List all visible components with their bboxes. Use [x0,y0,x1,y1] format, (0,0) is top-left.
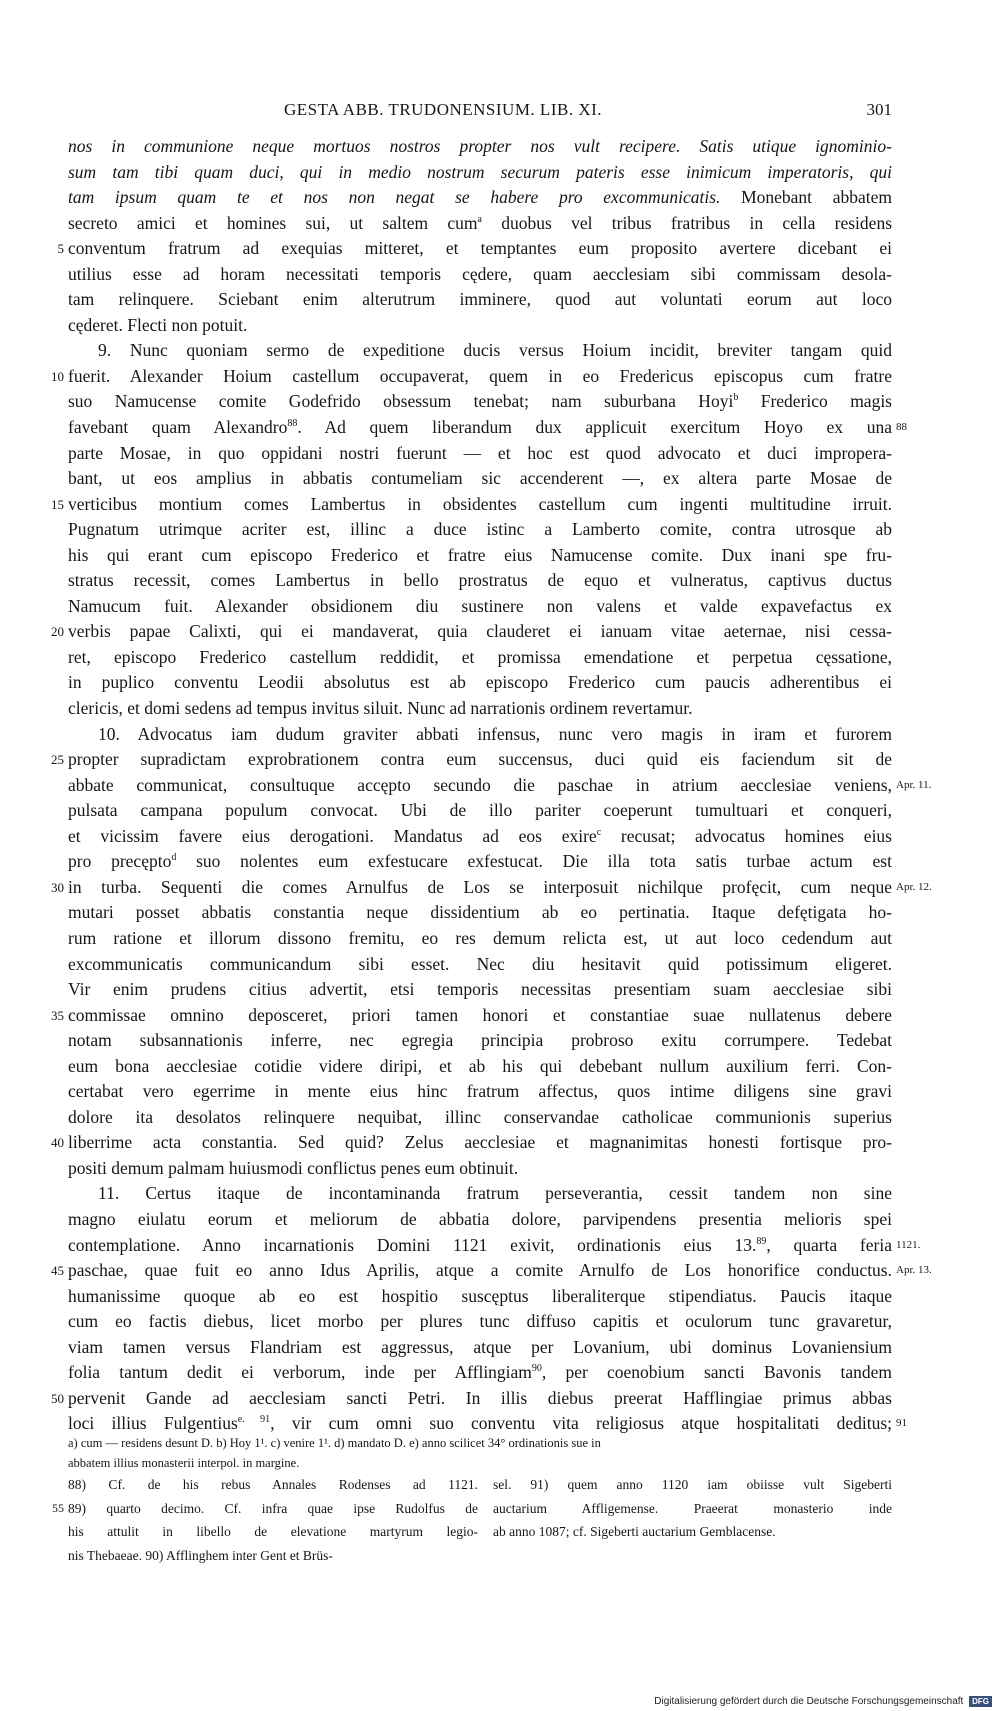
text-line [51,492,892,518]
footnote-ref: 90 [531,1363,542,1375]
line-text: viam tamen versus Flandriam est aggressus, atque per Lovanium, ubi dominus Lovaniensium [68,1336,892,1357]
footnote-ref: e. 91 [237,1414,271,1426]
line-text: magno eiulatu eorum et meliorum de abbatia dolore, parvipendens presentia melioris spei [68,1208,892,1229]
line-text: cum eo factis diebus, licet morbo per plures tunc diffuso capitis et oculorum tunc gravaretur, [68,1311,892,1332]
line-text-tail: recusat; advocatus homines eius [601,825,892,846]
line-text: tam relinquere. Sciebant enim alterutrum imminere, quod aut voluntati eorum aut loco [68,289,892,310]
line-text: sum tam tibi quam duci, qui in medio nostrum securum pateris esse inimicum imperatoris, qui [68,161,892,182]
line-text: rum ratione et illorum dissono fremitu, eo res demum relicta est, ut aut loco cedendum aut [68,927,892,948]
text-line [68,594,892,620]
line-text: 89) quarto decimo. Cf. infra quae ipse Rudolfus de [68,1500,478,1516]
apparatus-note: a) cum — residens desunt D. b) Hoy 1¹. c) venire 1¹. d) mandato D. e) anno scilicet 34° ordinationis sue in [68,1436,601,1450]
text-line [68,338,892,364]
text-line [68,1284,892,1310]
line-text: sel. 91) quem anno 1120 iam obiisse vult Sigeberti [493,1477,892,1492]
line-text-tail: , vir cum omni suo conventu vita religiosus atque hospitalitati deditus; [270,1413,892,1434]
text-line [68,1520,478,1544]
line-text: fuerit. Alexander Hoium castellum occupaverat, quem in eo Fredericus episcopus cum fratre [68,365,892,386]
line-text-tail: , quarta feria [766,1234,892,1255]
text-line [68,415,907,441]
line-text-tail: duobus vel tribus fratribus in cella residens [481,212,892,233]
line-text: pulsata campana populum convocat. Ubi de illo pariter coeperunt tumultuari et conqueri, [68,800,892,821]
text-line [68,1544,478,1568]
text-line [68,441,892,467]
line-text: humanissime quoque ab eo est hospitio suscęptus liberaliterque stipendiatus. Paucis itaque [68,1285,892,1306]
text-line [68,977,892,1003]
text-line [68,211,892,237]
text-line [68,952,892,978]
line-text: pro precępto [68,851,172,872]
footnote-ref: 89 [756,1235,767,1247]
line-text: folia tantum dedit ei verborum, inde per Afflingiam [68,1362,532,1383]
text-line [68,262,892,288]
text-line [68,313,892,339]
line-text: verticibus montium comes Lambertus in obsidentes castellum cum ingenti multitudine irruit. [68,493,892,514]
line-text: clericis, et domi sedens ad tempus invitus siluit. Nunc ad narrationis ordinem revertamur. [68,698,693,719]
line-text: ab anno 1087; cf. Sigeberti auctarium Gemblacense. [493,1524,776,1539]
margin-note: Apr. 12. [896,880,932,893]
line-text: nis Thebaeae. 90) Afflinghem inter Gent et Brüs- [68,1547,333,1563]
running-title: GESTA ABB. TRUDONENSIUM. LIB. XI. [284,100,603,119]
line-text: contemplatione. Anno incarnationis Domini 1121 exivit, ordinationis eius 13. [68,1234,757,1255]
margin-note: Apr. 11. [896,778,932,791]
line-text: certabat vero egerrime in mente eius hinc fratrum affectus, quos intime diligens sine gravi [68,1081,892,1102]
text-line [68,696,892,722]
text-line [68,389,892,415]
line-text: liberrime acta constantia. Sed quid? Zelus aecclesiae et magnanimitas honesti fortisque pro- [68,1132,892,1153]
text-line [68,517,892,543]
line-text: nos in communione neque mortuos nostros propter nos vult recipere. Satis utique ignominio- [68,136,892,156]
line-text: in turba. Sequenti die comes Arnulfus de Los se interposuit nichilque profęcit, cum neque [68,876,892,897]
text-line [68,824,892,850]
line-number: 30 [51,879,64,895]
line-text: in puplico conventu Leodii absolutus est ab episcopo Frederico cum paucis adherentibus ei [68,672,892,693]
line-text: pervenit Gande ad aecclesiam sancti Petri. In illis diebus preerat Hafflingiae primus abbas [68,1387,892,1408]
line-text: stratus recessit, comes Lambertus in bello prostratus de equo et vulneratus, captivus ductus [68,570,892,591]
line-text: notam subsannationis inferre, nec egregia principia probroso exitu corrumpere. Tedebat [68,1030,892,1051]
text-line [68,185,892,211]
line-text: secreto amici et homines sui, ut saltem cum [68,212,478,233]
line-text: cęderet. Flecti non potuit. [68,314,248,335]
line-number: 45 [51,1263,64,1279]
apparatus-note: abbatem illius monasterii interpol. in margine. [68,1456,300,1470]
notes-right-column [493,1473,892,1544]
text-line [51,747,892,773]
line-text: Namucum fuit. Alexander obsidionem diu sustinere non valens et valde expavefactus ex [68,595,892,616]
text-line [68,1181,892,1207]
line-text: et vicissim favere eius derogationi. Mandatus ad eos exire [68,825,597,846]
margin-note: 88 [896,421,907,434]
line-number: 50 [51,1390,64,1406]
line-text: abbate communicat, consultuque accępto secundo die paschae in atrium aecclesiae veniens, [68,774,892,795]
digitization-credit [654,1696,992,1707]
dfg-logo-icon: DFG [969,1696,992,1707]
line-text: 11. Certus itaque de incontaminanda fratrum perseverantia, cessit tandem non sine [98,1183,892,1204]
line-text: his attulit in libello de elevatione martyrum legio- [68,1524,478,1539]
page-header [67,100,892,126]
footnote-ref: b [733,392,739,404]
text-line [68,134,892,160]
line-text: Monebant abbatem [720,187,892,208]
text-line [68,543,892,569]
page-number: 301 [866,100,892,119]
main-text [51,134,932,1437]
text-line [493,1520,892,1544]
line-text: commissae omnino deposceret, priori tamen honori et constantiae suae nullatenus debere [68,1004,892,1025]
line-text-tail: . Ad quem liberandum dux applicuit exercitum Hoyo ex una [297,417,892,438]
line-text: 88) Cf. de his rebus Annales Rodenses ad 1121. [68,1477,478,1492]
line-text: propter supradictam exprobrationem contra eum succensus, duci quid eis faciendum sit de [68,749,892,770]
text-line [68,900,892,926]
line-text: positi demum palmam huiusmodi conflictus penes eum obtinuit. [68,1157,519,1178]
line-text: 10. Advocatus iam dudum graviter abbati infensus, nunc vero magis in iram et furorem [98,723,892,744]
text-line [51,619,892,645]
text-line [68,670,892,696]
line-number: 10 [51,368,64,384]
line-text: 9. Nunc quoniam sermo de expeditione ducis versus Hoium incidit, breviter tangam quid [98,340,892,361]
text-line [68,1156,892,1182]
line-text: Vir enim prudens citius advertit, etsi temporis necessitas presentiam suam aecclesiae sibi [68,979,892,1000]
text-line [68,1105,892,1131]
text-line [68,849,892,875]
text-line [68,1473,478,1497]
text-line [51,1386,892,1412]
text-line [57,236,892,262]
line-number: 15 [51,496,64,512]
line-text: Pugnatum utrimque acriter est, illinc a duce istinc a Lamberto comite, contra utrosque ab [68,519,892,540]
line-text: suo Namucense comite Godefrido obsessum tenebat; nam suburbana Hoyi [68,391,734,412]
text-line [51,364,892,390]
line-text: conventum fratrum ad exequias mitteret, et temptantes eum proposito avertere dicebant ei [68,238,892,259]
text-line [68,1207,892,1233]
line-text: loci illius Fulgentius [68,1413,238,1434]
text-line [68,722,892,748]
text-line [68,1054,892,1080]
line-text: ret, episcopo Frederico castellum reddidit, et promissa emendatione et perpetua cęssatione, [68,646,892,667]
italic-text: tam ipsum quam te et nos non negat se habere pro excommunicatis. [68,187,721,208]
text-line [68,1360,892,1386]
text-line [68,1309,892,1335]
text-line [68,926,892,952]
line-text: utilius esse ad horam necessitati temporis cędere, quam aecclesiam sibi commissam desola- [68,263,892,284]
line-number: 20 [51,624,64,640]
line-number: 25 [51,752,64,768]
line-number: 5 [57,241,64,257]
text-line [68,287,892,313]
text-line [52,1497,478,1521]
text-line [51,875,932,901]
text-line [68,160,892,186]
text-line [493,1473,892,1497]
line-text: favebant quam Alexandro [68,417,288,438]
margin-note: 1121. [896,1238,921,1251]
line-number: 35 [51,1007,64,1023]
line-text: verbis papae Calixti, qui ei mandaverat, quia clauderet ei ianuam vitae aeternae, nisi cessa- [68,621,892,642]
text-line [68,645,892,671]
text-line [68,798,892,824]
text-line [51,1130,892,1156]
line-text: auctarium Affligemense. Praeerat monasterio inde [493,1500,892,1516]
line-text: paschae, quae fuit eo anno Idus Aprilis, atque a comite Arnulfo de Los honorifice conductus. [68,1260,892,1281]
line-number: 55 [52,1500,64,1515]
text-line [51,1258,932,1284]
line-text-tail: suo nolentes eum exfestucare exfestucat. Die illa tota satis turbae actum est [176,851,892,872]
text-line [68,773,932,799]
line-text: his qui erant cum episcopo Frederico et fratre eius Namucense comite. Dux inani spe fru- [68,544,892,565]
line-text-tail: Frederico magis [738,391,892,412]
notes-left-column [52,1473,478,1567]
text-line [68,466,892,492]
apparatus-notes [68,1433,892,1473]
line-text: eum bona aecclesiae cotidie videre diripi, et ab his qui debebant nullum auxilium ferri. Con- [68,1055,892,1076]
line-text: mutari posset abbatis constantia neque dissidentium ab eo pertinatia. Itaque defętigata ho- [68,902,892,923]
text-line [51,1003,892,1029]
line-text-tail: , per coenobium sancti Bavonis tandem [541,1362,892,1383]
footnote-ref: c [596,826,602,838]
line-text: bant, ut eos amplius in abbatis contumeliam sic accenderent —, ex altera parte Mosae de [68,468,892,489]
text-line [68,1233,921,1259]
text-line [68,1335,892,1361]
margin-note: Apr. 13. [896,1264,932,1277]
credit-text: Digitalisierung gefördert durch die Deutsche Forschungsgemeinschaft [654,1696,964,1707]
text-line [493,1497,892,1521]
line-text: excommunicatis communicandum sibi esset. Nec diu hesitavit quid potissimum eligeret. [68,953,892,974]
line-number: 40 [51,1135,64,1151]
margin-note: 91 [896,1417,907,1430]
footnote-ref: d [171,852,177,864]
text-line [68,1079,892,1105]
footnote-ref: 88 [287,418,298,430]
text-line [68,1028,892,1054]
line-text: parte Mosae, in quo oppidani nostri fuerunt — et hoc est quod advocato et duci impropera- [68,442,892,463]
footnote-ref: a [477,213,482,225]
text-line [68,568,892,594]
line-text: dolore ita desolatos relinquere nequibat, illinc conservandae catholicae communionis superius [68,1106,892,1127]
